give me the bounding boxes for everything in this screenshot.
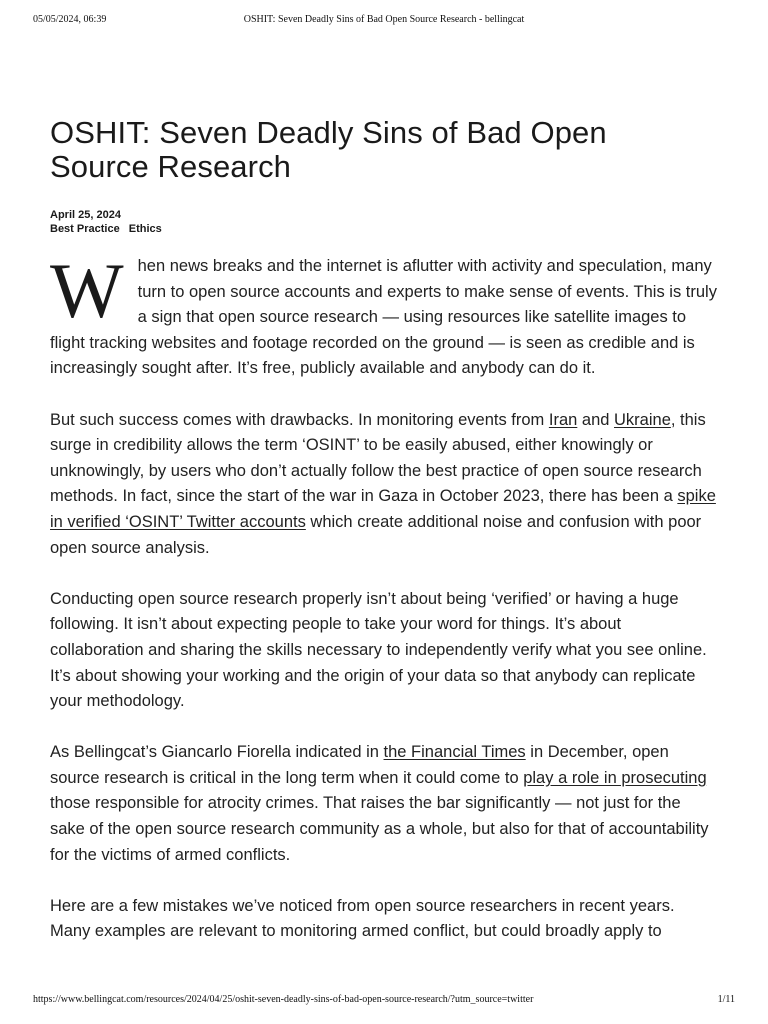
paragraph-intro <box>50 247 718 382</box>
print-header <box>0 14 768 30</box>
paragraph-text: But such success comes with drawbacks. In monitoring events from <box>50 410 549 429</box>
paragraph-text: , this surge in credibility allows the term ‘OSINT’ to be easily abused, either knowingly or unknowingly, by users who don’t actually follow the best practice of open source research methods. In fact, since the start of the war in Gaza in October 2023, there has been a <box>50 410 706 506</box>
print-date: 05/05/2024, 06:39 <box>33 14 107 25</box>
link-ukraine[interactable]: Ukraine <box>614 410 671 429</box>
drop-cap: W <box>50 247 124 334</box>
paragraph-intro-text: hen news breaks and the internet is aflutter with activity and speculation, many turn to open source accounts and experts to make sense of events. This is truly a sign that open source research — using resources like satellite images to flight tracking websites and footage recorded on the ground — is seen as credible and is increasingly sought after. It’s free, publicly available and anybody can do it. <box>50 257 717 378</box>
paragraph-drawbacks <box>50 408 718 562</box>
article-date: April 25, 2024 <box>50 209 121 221</box>
print-footer <box>0 994 768 1010</box>
paragraph-text: As Bellingcat’s Giancarlo Fiorella indicated in <box>50 743 384 762</box>
paragraph-text: and <box>577 410 615 429</box>
article-tags <box>50 222 718 236</box>
paragraph-text: in December, open source research is critical in the long term when it could come to <box>50 743 669 787</box>
article-body <box>50 247 718 945</box>
tag-best-practice[interactable]: Best Practice <box>50 223 120 235</box>
print-doc-title: OSHIT: Seven Deadly Sins of Bad Open Source Research - bellingcat <box>243 14 525 25</box>
link-financial-times[interactable]: the Financial Times <box>383 743 526 762</box>
article-meta <box>50 208 718 236</box>
print-page-number: 1/11 <box>717 994 735 1005</box>
tag-ethics[interactable]: Ethics <box>128 223 162 235</box>
print-url: https://www.bellingcat.com/resources/2024/04/25/oshit-seven-deadly-sins-of-bad-open-source-research/?utm_source=twitter <box>33 994 534 1005</box>
paragraph-text: those responsible for atrocity crimes. That raises the bar significantly — not just for the sake of the open source research community as a whole, but also for that of accountability for the victims of armed conflicts. <box>50 794 709 864</box>
article <box>50 116 718 971</box>
paragraph-financial-times <box>50 740 718 868</box>
link-iran[interactable]: Iran <box>548 410 578 429</box>
paragraph-text: which create additional noise and confusion with poor open source analysis. <box>50 512 702 557</box>
article-title: OSHIT: Seven Deadly Sins of Bad Open Source Research <box>50 115 607 184</box>
link-prosecuting[interactable]: play a role in prosecuting <box>523 768 707 787</box>
paragraph-mistakes: Here are a few mistakes we’ve noticed from open source researchers in recent years. Many examples are relevant to monitoring armed conflict, but could broadly apply to <box>50 896 675 941</box>
link-spike-osint-accounts[interactable]: spike in verified ‘OSINT’ Twitter accounts <box>50 487 716 531</box>
paragraph-method: Conducting open source research properly isn’t about being ‘verified’ or having a huge following. It isn’t about expecting people to take your word for things. It’s about collaboration and sharing the skills necessary to independently verify what you see online. It’s about showing your working and the origin of your data so that anybody can replicate your methodology. <box>50 589 707 711</box>
